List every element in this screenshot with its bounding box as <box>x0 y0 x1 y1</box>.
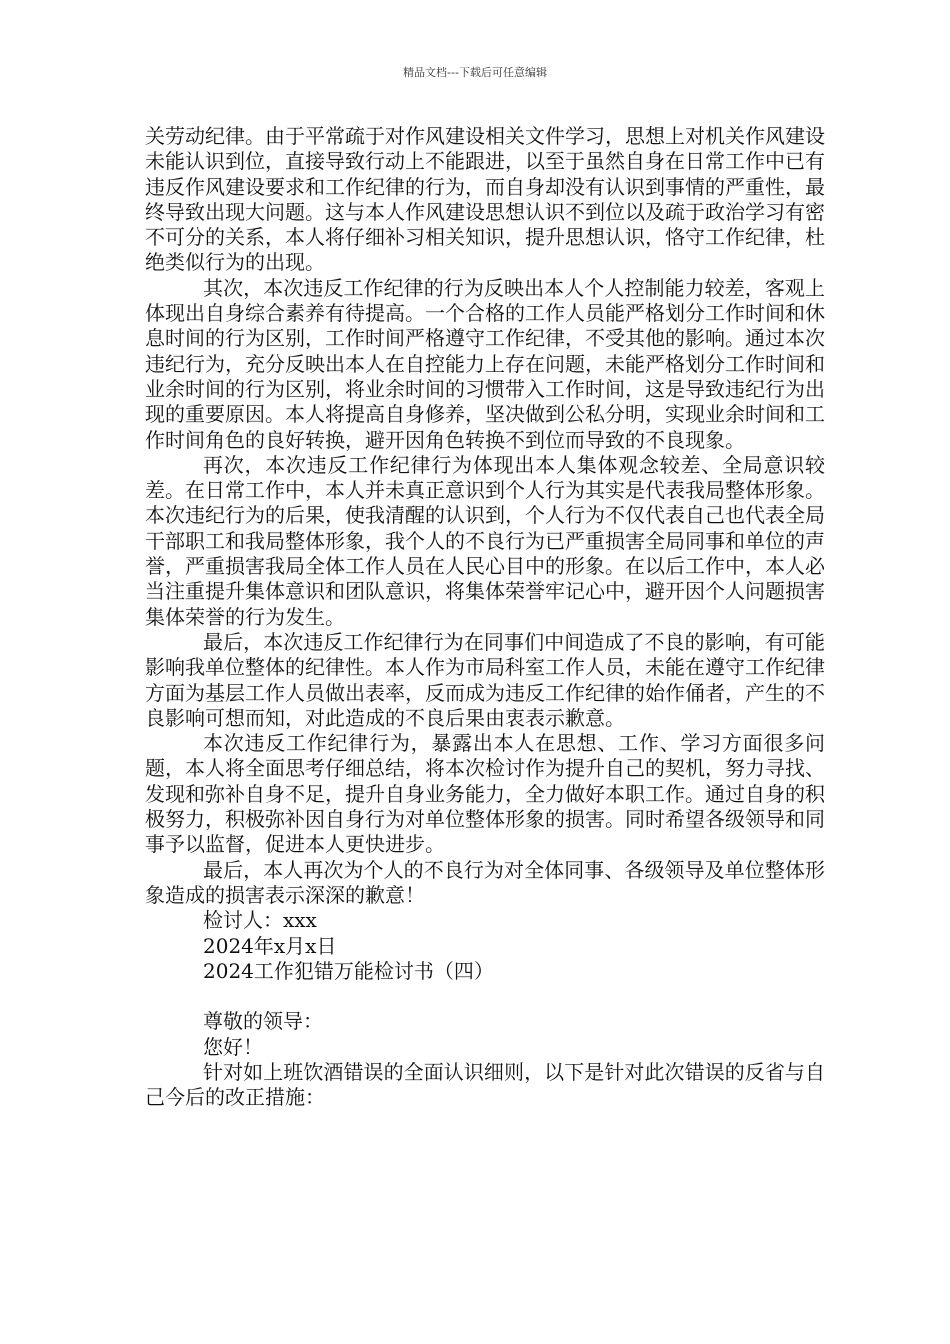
greeting: 您好！ <box>203 1034 263 1059</box>
paragraph-reflection: 本次违反工作纪律行为，暴露出本人在思想、工作、学习方面很多问题，本人将全面思考仔细总结，将本次检讨作为提升自己的契机，努力寻找、发现和弥补自身不足，提升自身业务能力，全力做好本职工作。通过自身的积极努力，积极弥补因自身行为对单位整体形象的损害。同时希望各级领导和同事予以监督，促进本人更快进步。 <box>145 731 825 857</box>
page-header-note: 精品文档---下载后可任意编辑 <box>403 66 547 79</box>
paragraph-apology: 最后，本人再次为个人的不良行为对全体同事、各级领导及单位整体形象造成的损害表示深深的歉意！ <box>145 857 825 907</box>
paragraph-lastly: 最后，本次违反工作纪律行为在同事们中间造成了不良的影响，有可能影响我单位整体的纪律性。本人作为市局科室工作人员，未能在遵守工作纪律方面为基层工作人员做出表率，反而成为违反工作纪律的始作俑者，产生的不良影响可想而知，对此造成的不良后果由衷表示歉意。 <box>145 629 825 730</box>
salutation: 尊敬的领导： <box>203 1009 323 1034</box>
next-document-title: 2024工作犯错万能检讨书（四） <box>203 958 494 983</box>
paragraph-continuation: 关劳动纪律。由于平常疏于对作风建设相关文件学习，思想上对机关作风建设未能认识到位，直接导致行动上不能跟进，以至于虽然自身在日常工作中已有违反作风建设要求和工作纪律的行为，而自身却没有认识到事情的严重性，最终导致出现大问题。这与本人作风建设思想认识不到位以及疏于政治学习有密不可分的关系，本人将仔细补习相关知识，提升思想认识，恪守工作纪律，杜绝类似行为的出现。 <box>145 124 825 275</box>
signature-line: 检讨人：xxx <box>203 908 317 933</box>
paragraph-intro: 针对如上班饮酒错误的全面认识细则，以下是针对此次错误的反省与自己今后的改正措施： <box>145 1059 825 1110</box>
blank-line <box>145 984 825 1009</box>
paragraph-thirdly: 再次，本次违反工作纪律行为体现出本人集体观念较差、全局意识较差。在日常工作中，本人并未真正意识到个人行为其实是代表我局整体形象。本次违纪行为的后果，使我清醒的认识到，个人行为不仅代表自己也代表全局干部职工和我局整体形象，我个人的不良行为已严重损害全局同事和单位的声誉，严重损害我局全体工作人员在人民心目中的形象。在以后工作中，本人必当注重提升集体意识和团队意识，将集体荣誉牢记心中，避开因个人问题损害集体荣誉的行为发生。 <box>145 452 825 629</box>
paragraph-secondly: 其次，本次违反工作纪律的行为反映出本人个人控制能力较差，客观上体现出自身综合素养有待提高。一个合格的工作人员能严格划分工作时间和休息时间的行为区别，工作时间严格遵守工作纪律，不受其他的影响。通过本次违纪行为，充分反映出本人在自控能力上存在问题，未能严格划分工作时间和业余时间的行为区别，将业余时间的习惯带入工作时间，这是导致违纪行为出现的重要原因。本人将提高自身修养，坚决做到公私分明，实现业余时间和工作时间角色的良好转换，避开因角色转换不到位而导致的不良现象。 <box>145 275 825 452</box>
document-body <box>145 124 825 1111</box>
date-line: 2024年x月x日 <box>203 933 337 958</box>
